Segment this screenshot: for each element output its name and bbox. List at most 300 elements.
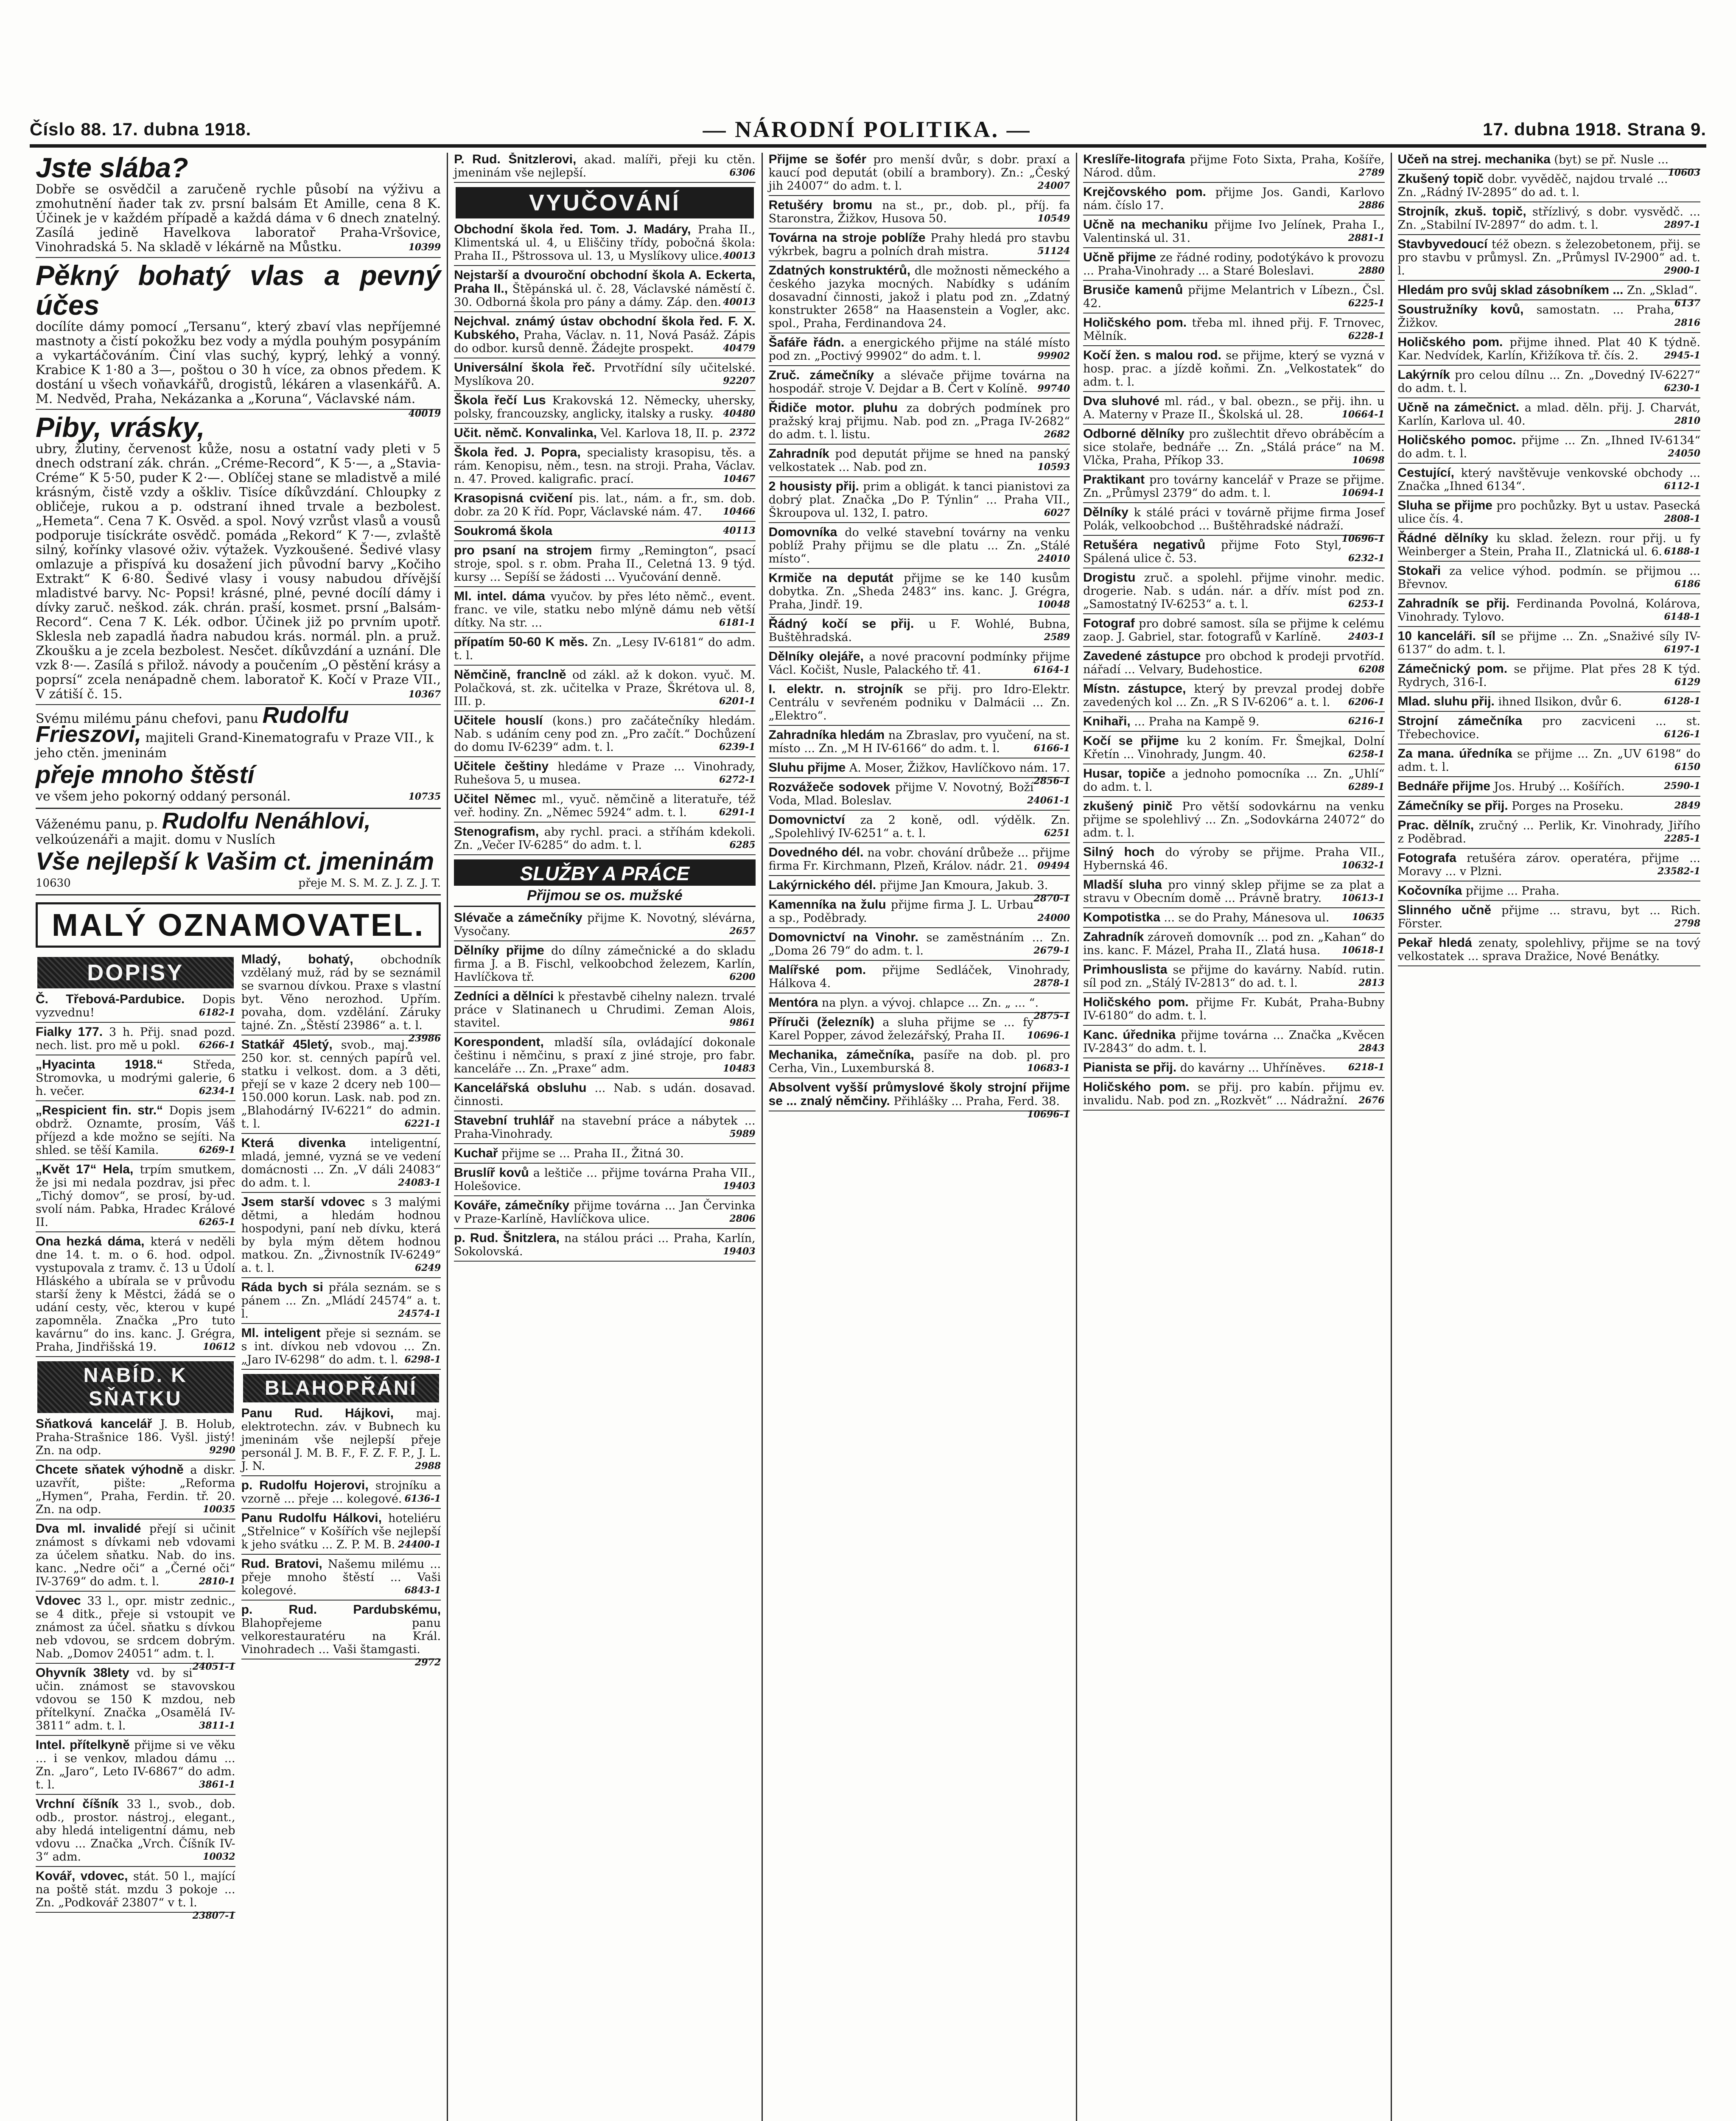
- ad-heading: Kancelářská obsluhu: [454, 1081, 587, 1095]
- ad-text: na stálou práci ... Praha, Karlín, Sokolovská.: [454, 1232, 756, 1258]
- ad-number: 23986: [408, 1033, 441, 1044]
- classified-ad: [241, 1407, 441, 1476]
- ad-heading: Zahradník: [768, 447, 829, 461]
- classified-ad: [1398, 851, 1700, 881]
- classified-ad: [769, 480, 1070, 523]
- ad-number: 24010: [1037, 553, 1070, 564]
- classified-ad: [769, 931, 1070, 961]
- ad-text: Dopis vyzvednu!: [36, 993, 235, 1019]
- ad-number: 51124: [1037, 246, 1070, 257]
- ad-number: 92207: [723, 375, 756, 386]
- classified-ad: [36, 1738, 235, 1795]
- ad-text: Našemu milému ... přeje mnoho štěstí ... Vaši kolegové.: [241, 1558, 441, 1597]
- classified-ad: [1083, 963, 1384, 993]
- classified-ad: [1398, 172, 1700, 202]
- classified-ad: [454, 223, 755, 266]
- ad-number: 2972: [414, 1657, 441, 1668]
- classified-ad: [1398, 819, 1700, 849]
- classified-ad: [1398, 238, 1700, 281]
- ad-number: 10735: [408, 791, 441, 802]
- ad-text: a diskr. uzavřít, pište: „Reforma „Hymen“, Praha, Ferdin. tř. 20. Zn. na odp.: [36, 1463, 235, 1516]
- ad-number: 6251: [1044, 828, 1070, 839]
- classified-ad: [36, 1869, 235, 1921]
- ad-heading: Obchodní škola řed. Tom. J. Madáry,: [454, 222, 691, 236]
- ad-number: 5989: [729, 1128, 756, 1139]
- ad-number: 6253-1: [1348, 599, 1385, 610]
- ad-heading: Hledám pro svůj sklad zásobníkem ...: [1397, 283, 1624, 297]
- ad-text: hoteliéru „Střelnice“ v Košířích vše nejlepší k jeho svátku ... Z. P. M. B.: [241, 1512, 441, 1551]
- classified-ad: [1083, 185, 1384, 215]
- ad-text: k stálé práci v továrně přijme firma Josef Polák, velkoobchod ... Buštěhradské nádraží.: [1083, 506, 1385, 532]
- classified-ad: [1398, 532, 1700, 562]
- ad-text: pasíře na dob. pl. pro Cerha, Vin., Luxemburská 8.: [768, 1049, 1070, 1075]
- classified-ad: [1083, 427, 1384, 470]
- section-title-maly-oznamovatel: MALÝ OZNAMOVATEL.: [36, 902, 441, 948]
- ad-number: 6218-1: [1348, 1062, 1385, 1073]
- ad-text: docílíte dámy pomocí „Tersanu“, který zbaví vlas nepříjemné mastnoty a čistí pokožku bez vody a mýdla pouhým posypáním a vykartáčováním. Činí vlas suchý, kyprý, lehký a vonný. Krabice K 1·80 a 3—, poštou o 30 h více, za obnos předem. K dostání u všech voňavkářů, drogistů, lékáren a vlasenkářů. A. M. Nedvěd, Praha, Nekázanka a „Koruna“, Václavské nám.: [36, 319, 441, 406]
- ad-text: Zn. „Lesy IV-6181“ do adm. t. l.: [454, 636, 756, 662]
- classified-ad: [454, 944, 755, 987]
- classified-ad: [769, 813, 1070, 843]
- subsection-prijmou-se-os-muzske: Přijmou se os. mužské: [454, 886, 755, 907]
- ad-number: 10696-1: [1027, 1109, 1070, 1120]
- ad-heading: Soustružníky kovů,: [1397, 302, 1524, 316]
- ad-text: pro obchod k prodeji prvotříd. nářadí ... Velvary, Budehostice.: [1083, 650, 1385, 676]
- ad-heading: Fotograf: [1083, 616, 1135, 630]
- classified-ad: [1398, 401, 1700, 431]
- ad-text: ubry, žlutiny, červenost kůže, nosu a ostatní vady pleti v 5 dnech odstraní zák. chrán. „Créme-Record“, K 5·—, a „Stavia-Créme“ K 5·50, puder K 2·—. Oblíčej stane se mladistvě a milé krásným, čistě vzdy a oškliv. Tisíce díkůvzdání. Chloupky z obličeje, rukou a p. odstraní ihned trvale a bezbolest. „Hemeta“. Cena 7 K. Osvěd. a spol. Nový vzrůst vlasů a vousů podporuje tisíckráte osvědč. pomáda „Rekord“ K 7·—, zvlaště silný, kořínky vlasové oživ. výtažek. Vyzkoušené. Šedivé vlasy omlazuje a přispívá ku dosažení jich původní barvy „Kočiho Extrakt“ K 6·80. Šedivé vlasy i vousy nabudou dřívější mladistvé barvy. Nc- Popsi! krásné, plné, pevné docílí dámy i dívky zaruč. neškod. zák. chrán. praší, kosmet. prsní „Balsám-Record“. Cena 7 K. Lék. odbor. Účinek již po prvním upotř. Sklesla neb zapadlá ňadra nabudou krás. normál. pln. a pruž. Zkoušku a je zcela bezbolest. Nesčet. díkůvzdání a uznání. Dle vzk 8·—. Zasílá s přilož. návody a poučením „O pěstění krásy a poprsí“ zcela nenápadně chem. laboratoř K. Kočí v Praze VII., V zátiší č. 15.: [36, 442, 441, 702]
- ad-text: k přestavbě cihelny nalezn. trvalé práce v Slatinanech u Chrudimi. Zeman Alois, stavitel.: [454, 990, 756, 1030]
- classified-ad: [1398, 936, 1700, 966]
- ad-number: 6186: [1674, 579, 1700, 590]
- ad-heading: Zdatných konstruktérů,: [768, 263, 911, 277]
- banner-nabidky-snatku: NABÍD. K SŇATKU: [37, 1361, 234, 1413]
- ad-number: 24574-1: [398, 1308, 441, 1319]
- ad-number: 23807-1: [192, 1910, 235, 1921]
- ad-text: Štěpánská ul. č. 28, Václavské náměstí č. 30. Odborná škola pro pány a dámy. Záp. den.: [454, 283, 756, 309]
- ad-text: za 2 koně, odl. výdělk. Zn. „Spolehlivý IV-6251“ a. t. l.: [768, 814, 1070, 840]
- ad-number: 6200: [729, 971, 756, 982]
- ad-number: 3811-1: [199, 1720, 235, 1731]
- ad-text: stát. 50 l., mající na poště stát. mzdu 3 pokoje ... Zn. „Podkovář 23807“ v t. l.: [36, 1870, 235, 1909]
- classified-ad: [1083, 349, 1384, 392]
- ad-number: 2875-1: [1033, 1010, 1070, 1021]
- ad-number: 40480: [723, 408, 756, 419]
- ad-text: ... se do Prahy, Mánesova ul.: [1164, 911, 1330, 924]
- ad-text: inteligentní, mladá, jemné, vyzná se ve vedení domácnosti ... Zn. „V dáli 24083“ do adm. t. l.: [241, 1137, 441, 1189]
- classified-ad: [454, 825, 755, 855]
- greeting-pre: Váženému panu, p.: [36, 817, 158, 832]
- ad-heading: Č. Třebová-Pardubice.: [36, 992, 185, 1006]
- ad-text: a slévače přijme továrna na hospodář. stroje V. Dejdar a B. Čert v Kolíně.: [768, 369, 1070, 395]
- ad-number: 2810: [1674, 415, 1700, 426]
- ad-number: 6201-1: [719, 696, 756, 707]
- ad-heading: P. Rud. Šnitzlerovi,: [454, 153, 577, 166]
- ad-text: zenaty, spolehlivy, přijme se na tový velkostatek ... sprava Dražice, Nové Benátky.: [1397, 937, 1700, 963]
- ad-text: se přijme ... Zn. „Snaživé síly IV-6137“ do adm. t. l.: [1397, 630, 1701, 656]
- ad-heading: Odborné dělníky: [1083, 427, 1184, 441]
- ad-heading: Mentóra: [768, 996, 818, 1010]
- ad-heading: Místn. zástupce,: [1083, 682, 1186, 696]
- ad-text: Jos. Hrubý ... Košířích.: [1494, 780, 1625, 793]
- ad-number: 6239-1: [719, 742, 756, 753]
- ad-heading: Holičského pom.: [1397, 335, 1503, 349]
- ad-heading: 10 kanceláři. síl: [1397, 629, 1496, 643]
- ad-heading: „Květ 17“ Hela,: [36, 1162, 134, 1176]
- ad-number: 10683-1: [1027, 1063, 1070, 1074]
- ad-heading: Škola řed. J. Popra,: [454, 445, 581, 459]
- ad-number: 10694-1: [1341, 487, 1385, 498]
- classified-ad: [769, 617, 1070, 647]
- ad-heading: Brusiče kamenů: [1083, 283, 1183, 297]
- ad-heading: Prac. dělník,: [1397, 818, 1474, 832]
- ad-number: 6258-1: [1348, 749, 1385, 760]
- ad-number: 40019: [408, 408, 441, 419]
- ad-heading: Mechanika, zámečníka,: [768, 1048, 914, 1062]
- ad-text: ze řádné rodiny, podotýkávo k provozu ... Praha-Vinohrady ... a Staré Boleslavi.: [1083, 251, 1385, 277]
- classified-ad: [36, 1104, 235, 1160]
- ad-number: 2816: [1674, 317, 1700, 328]
- ad-number: 10603: [1668, 167, 1700, 178]
- ad-number: 10635: [1352, 912, 1385, 923]
- ad-text: a sluha přijme se ... fy Karel Popper, závod železářský, Praha II.: [768, 1016, 1034, 1042]
- ad-heading: Pianista se přij.: [1083, 1060, 1177, 1074]
- ad-number: 6148-1: [1664, 611, 1700, 622]
- ad-heading: Kompotistka: [1083, 910, 1160, 924]
- ad-number: 2285-1: [1664, 833, 1700, 844]
- ad-number: 2590-1: [1664, 781, 1700, 792]
- ad-text: přijme se ... Praha II., Žitná 30.: [501, 1147, 684, 1160]
- ad-text: J. B. Holub, Praha-Strašnice 186. Vyšl. jistý! Zn. na odp.: [36, 1418, 235, 1457]
- ad-heading: Kamenníka na žulu: [768, 898, 886, 912]
- greeting-name: Rudolfu Nenáhlovi,: [162, 808, 371, 834]
- classified-ad: [454, 792, 755, 823]
- ad-number: 2988: [414, 1461, 441, 1472]
- columns: [30, 153, 1706, 2121]
- classified-ad: [36, 1797, 235, 1867]
- ad-heading: Holičského pom.: [1083, 1080, 1190, 1094]
- ad-number: 6269-1: [199, 1144, 235, 1156]
- ad-text: též obezn. s železobetonem, přij. se pro stavbu v průmysl. Zn. „Průmysl IV-2900“ ad. t. l.: [1397, 238, 1700, 277]
- ad-heading: Dělníky přijme: [454, 943, 544, 957]
- ad-text: specialisty krasopisu, těs. a rám. Kenopisu, něm., tesn. na stroji. Praha, Václav. n. 47. Proved. kaligrafic. prací.: [454, 446, 756, 486]
- ad-text: přijme ... Praha.: [1465, 884, 1560, 898]
- ad-heading: zkušený pinič: [1083, 799, 1173, 813]
- ad-heading: Řádné dělníky: [1397, 531, 1489, 545]
- ad-text: od zákl. až k dokon. vyuč. M. Polačková, st. zk. učitelka v Praze, Škrétova ul. 8, III. p.: [454, 669, 756, 708]
- ad-number: 09494: [1037, 860, 1070, 871]
- ad-heading: Holičského pomoc.: [1397, 433, 1516, 447]
- ad-heading: Mladý, bohatý,: [241, 952, 353, 966]
- small-column-right: [241, 953, 441, 1922]
- ad-text: ml. rád., v bal. obezn., se přij. ihn. u A. Materny v Praze II., Školská ul. 28.: [1083, 395, 1385, 421]
- ad-number: 6129: [1674, 677, 1700, 688]
- ad-heading: Učitel Němec: [454, 792, 536, 806]
- ad-text: se přijme. Plat přes 28 K týd. Rydrych, 316-I.: [1397, 663, 1700, 689]
- classified-ad: [36, 1463, 235, 1519]
- ad-number: 6164-1: [1033, 664, 1070, 675]
- ad-number: 2403-1: [1348, 631, 1385, 642]
- classified-ad: [1083, 316, 1384, 346]
- ad-number: 6166-1: [1033, 743, 1070, 754]
- ad-heading: Holičského pom.: [1083, 316, 1187, 330]
- ad-number: 24400-1: [398, 1539, 441, 1550]
- ad-number: 40013: [723, 297, 756, 308]
- ad-number: 6225-1: [1348, 298, 1385, 309]
- ad-text: samostatn. ... Praha, Žižkov.: [1397, 303, 1674, 330]
- classified-ad: [769, 1016, 1070, 1046]
- ad-number: 19403: [723, 1246, 756, 1257]
- classified-ad: [1398, 303, 1700, 333]
- ad-text: s 3 malými dětmi, a hledám hodnou hospodyni, paní neb dívku, která by byla mým dětem hodnou matkou. Zn. „Živnostník IV-6249“ a. t. l.: [241, 1196, 441, 1275]
- ad-text: pro celou dílnu ... Zn. „Dovedný IV-6227“ do adm. t. l.: [1397, 369, 1700, 395]
- ad-heading: Ml. inteligent: [241, 1326, 321, 1340]
- ad-text: Praha, Václav. n. 11, Nová Pasáž. Zápis do odbor. kursů denně. Žádejte prospekt.: [454, 329, 756, 355]
- ad-number: 10696-1: [1027, 1030, 1070, 1041]
- ad-text: hledáme v Praze ... Vinohrady, Ruhešova 5, u musea.: [454, 760, 756, 786]
- ad-heading: Učně přijme: [1083, 250, 1156, 264]
- ad-number: 6112-1: [1664, 481, 1700, 492]
- ad-number: 6137: [1674, 298, 1700, 309]
- classified-ad: [1398, 205, 1700, 235]
- classified-ad: [1083, 1080, 1384, 1111]
- classified-ad: [768, 1080, 1070, 1120]
- ad-number: 24051-1: [192, 1661, 235, 1672]
- classified-ad: [769, 153, 1070, 196]
- greeting-nenahlovi: [36, 808, 441, 895]
- ad-text: přijme si ve věku ... i se venkov, mladou dámu ... Zn. „Jaro“, Leto IV-6867“ do adm. t. l.: [36, 1739, 235, 1791]
- ad-heading: přípatím 50-60 K měs.: [454, 635, 588, 649]
- ad-heading: „Hyacinta 1918.“: [36, 1058, 163, 1072]
- ad-text: firmy „Remington“, psací stroje, spol. s r. obm. Praha II., Celetná 13. 9 týd. kursy ... Sepíší se žádosti ... Vyučování denně.: [454, 544, 756, 584]
- ad-heading: Mlad. sluhu přij.: [1397, 694, 1495, 708]
- ad-number: 6228-1: [1348, 330, 1385, 341]
- newspaper-title: — NÁRODNÍ POLITIKA. —: [703, 117, 1031, 142]
- ad-number: 24050: [1668, 448, 1700, 459]
- ad-text: na Zbraslav, pro vyučení, na st. místo ... Zn. „M H IV-6166“ do adm. t. l.: [768, 729, 1070, 755]
- ad-heading: Jsem starší vdovec: [241, 1195, 365, 1209]
- ad-text: a jednoho pomocníka ... Zn. „Uhlí“ do adm. t. l.: [1083, 767, 1385, 794]
- classified-ad: [1083, 715, 1384, 732]
- ad-text: Ferdinanda Povolná, Kolárova, Vinohrady. Tylovo.: [1397, 597, 1700, 624]
- ad-number: 2880: [1358, 265, 1385, 276]
- classified-ad: [454, 635, 755, 666]
- classified-ad: [768, 761, 1070, 786]
- ad-heading: Praktikant: [1083, 473, 1145, 487]
- ad-number: 2945-1: [1664, 350, 1700, 361]
- ad-heading: Kanc. úřednika: [1083, 1028, 1176, 1042]
- ad-heading: Rozvážeče sodovek: [768, 780, 890, 794]
- classified-ad: [454, 269, 755, 312]
- ad-text: přeje si seznám. se s int. dívkou neb vdovou ... Zn. „Jaro IV-6298“ do adm. t. l.: [241, 1327, 441, 1366]
- ad-heading: Bednáře přijme: [1397, 779, 1490, 793]
- ad-number: 10035: [203, 1504, 235, 1515]
- ad-heading: Pekař hledá: [1397, 936, 1472, 950]
- banner-dopisy: DOPISY: [37, 957, 234, 988]
- classified-ad: [241, 952, 441, 1044]
- ad-number: 2798: [1674, 918, 1700, 929]
- ad-heading: Učně na mechaniku: [1083, 218, 1208, 232]
- ad-heading: Ráda bych si: [241, 1280, 323, 1294]
- ad-number: 99740: [1037, 383, 1070, 394]
- ad-text: přijme Melantrich v Líbezn., Čsl. 42.: [1083, 284, 1385, 310]
- ad-heading: Krejčovského pom.: [1083, 185, 1206, 199]
- greeting-signature: [36, 876, 441, 891]
- classified-ad: [769, 231, 1070, 261]
- ad-heading: Zruč. zámečníky: [768, 368, 874, 382]
- ad-number: 6150: [1674, 761, 1700, 772]
- ad-text: přála seznám. se s pánem ... Zn. „Mládí 24574“ a. t. l.: [241, 1281, 441, 1321]
- ad-heading: Husar, topiče: [1083, 767, 1166, 781]
- classified-ad: [454, 714, 755, 757]
- classified-ad: [1083, 153, 1384, 183]
- ad-text: Dopis jsem obdrž. Oznamte, prosím, Váš příjezd a kde možno se sejíti. Na shled. se těší Kamila.: [36, 1104, 235, 1157]
- greeting-signature-text: přeje M. S. M. Z. J. Z. J. T.: [298, 877, 441, 890]
- classified-ad: [1398, 662, 1700, 692]
- classified-ad: [1083, 571, 1384, 614]
- ad-text: svob., maj. 250 kor. st. cenných papírů vel. statku i velkost. dom. a 3 děti, přejí se v kaze 2 dcery neb 100—150.000 korun. Lask. nab. pod zn. „Blahodárný IV-6221“ do admin. t. l.: [241, 1038, 441, 1130]
- ad-number: 40013: [723, 250, 756, 261]
- greeting-wish: přeje mnoho štěstí: [36, 761, 255, 789]
- ad-text: maj. elektrotechn. záv. v Bubnech ku jmeninám vše nejlepší přeje personál J. M. B. F., F. Z. F. P., J. L. J. N.: [241, 1407, 441, 1473]
- ad-text: do kavárny ... Uhříněves.: [1180, 1061, 1326, 1074]
- ad-number: 6181-1: [719, 617, 756, 628]
- ad-text: která v neděli dne 14. t. m. o 6. hod. odpol. vystupovala z tramv. č. 13 u Údolí Hláského a ubírala se v průvodu starší ženy k Městci, žádá se o udání cesty, věc, kterou v kupé zapomněla. Značka „Pro tuto kavárnu“ do ins. kanc. J. Grégra, Praha, Jindřišská 19.: [36, 1235, 235, 1354]
- ad-heading: I. elektr. n. strojník: [768, 682, 903, 696]
- ad-text: ... Nab. s udán. dosavad. činnosti.: [454, 1082, 756, 1108]
- classified-ad: [241, 1136, 441, 1193]
- ad-text: akad. malíři, přeji ku ctěn. jmeninám vše nejlepší.: [454, 153, 756, 179]
- ad-text: do velké stavební továrny na venku poblíž Prahy přijmu se dle platu ... Zn. „Stálé místo“.: [768, 526, 1070, 565]
- ad-number: 6291-1: [719, 807, 756, 818]
- ad-heading: Továrna na stroje poblíže: [768, 231, 926, 245]
- ad-text: na plyn. a vývoj. chlapce ... Zn. „ ... “.: [821, 996, 1039, 1010]
- greeting-mid: majiteli Grand-Kinematografu v Praze VII., k jeho ctěn. jmeninám: [36, 730, 434, 761]
- ad-heading: Drogistu: [1083, 571, 1136, 585]
- ad-text: ku sklad. železn. rour přij. u fy Weinberger a Stein, Praha II., Zlatnická ul. 6.: [1397, 532, 1700, 558]
- ad-heading: Zavedené zástupce: [1083, 649, 1201, 663]
- ad-text: strojníku a vzorně ... přeje ... kolegové.: [241, 1479, 441, 1505]
- ad-text: Zn. „Sklad“.: [1627, 284, 1698, 297]
- ad-text: ... Praha na Kampě 9.: [1134, 715, 1260, 728]
- ad-heading: Slévače a zámečníky: [454, 911, 582, 925]
- ad-heading: Malířské pom.: [768, 963, 866, 977]
- ad-text: vd. by si učin. známost se stavovskou vdovou se 150 K mzdou, neb přítelkyní. Značka „Osamělá IV-3811“ adm. t. l.: [36, 1667, 235, 1732]
- classified-ad: [769, 401, 1070, 445]
- ad-text: pro vinný sklep přijme se za plat a stravu v Obecním domě ... Právně bratry.: [1083, 879, 1385, 905]
- ad-text: pro pochůzky. Byt u ustav. Pasecká ulice čís. 4.: [1397, 499, 1700, 526]
- ad-text: a nové pracovní podmínky přijme Václ. Kočišt, Nusle, Palackého tř. 41.: [768, 650, 1070, 677]
- classified-ad: [1398, 336, 1700, 366]
- classified-ad: [1398, 499, 1700, 529]
- ad-text: Prvotřídní síly učitelské. Myslíkova 20.: [454, 361, 756, 388]
- ad-heading: Sluhu přijme: [768, 761, 846, 775]
- ad-text: přijme továrna ... Značka „Kvěcen IV-2843“ do adm. t. l.: [1083, 1029, 1385, 1055]
- ad-heading: Slinného učně: [1397, 903, 1492, 917]
- ad-number: 40479: [723, 343, 756, 354]
- ad-heading: Pěkný bohatý vlas a pevný účes: [36, 260, 441, 321]
- masthead: [30, 115, 1706, 148]
- ad-heading: Šafáře řádn.: [768, 336, 845, 350]
- classified-ad: [1398, 747, 1700, 777]
- ad-heading: Universální škola řeč.: [454, 361, 595, 375]
- ad-heading: Panu Rud. Hájkovi,: [241, 1406, 394, 1420]
- classified-ad: [1083, 1061, 1384, 1078]
- ad-heading: Fotografa: [1397, 851, 1456, 865]
- ad-text: se přijme do kavárny. Nabíd. rutin. síl pod zn. „Stálý IV-2813“ do ad. t. l.: [1083, 963, 1385, 990]
- greeting-mid: velkoúzenáři a majit. domu v Nuslích: [36, 832, 276, 847]
- classified-ad: [454, 153, 755, 183]
- classified-ad: [241, 1479, 441, 1509]
- ad-text: Krakovská 12. Německy, uhersky, polsky, francouzsky, anglicky, italsky a rusky.: [454, 394, 756, 420]
- ad-text: přijme Sedláček, Vinohrady, Hálkova 4.: [768, 964, 1070, 990]
- classified-ad: [769, 571, 1070, 615]
- classified-ad: [1083, 767, 1384, 797]
- classified-ad: [36, 1058, 235, 1101]
- ad-heading: Statkář 45letý,: [241, 1038, 333, 1052]
- ad-heading: Stokaři: [1397, 564, 1441, 578]
- classified-ad: [241, 1195, 441, 1278]
- classified-ad: [1083, 845, 1384, 876]
- ad-heading: Nejchval. známý ústav obchodní škola řed. F. X. Kubského,: [454, 314, 756, 342]
- ad-number: 2808-1: [1664, 513, 1700, 524]
- greeting-post: ve všem jeho pokorný oddaný personál.: [36, 789, 291, 804]
- ad-heading: Knihaři,: [1083, 714, 1131, 728]
- ad-heading: Holičského pom.: [1083, 995, 1189, 1009]
- ad-heading: Kočovníka: [1397, 884, 1462, 898]
- ad-text: 33 l., opr. mistr zednic., se 4 ditk., přeje si vstoupit ve známost za účel. sňatku s dívkou neb vdovou, se srdcem dobrým. Nab. „Domov 24051“ adm. t. l.: [36, 1595, 235, 1660]
- ad-heading: Strojní zámečníka: [1397, 714, 1523, 728]
- classified-ad: [769, 336, 1070, 366]
- classified-ad: [36, 1522, 235, 1592]
- ad-heading: Kočí se přijme: [1083, 734, 1179, 748]
- section-sluzby-a-prace: SLUŽBY A PRÁCE: [454, 859, 755, 886]
- ad-text: zručný ... Perlik, Kr. Vinohrady, Jiřího z Poděbrad.: [1397, 819, 1700, 845]
- ad-number: 23582-1: [1658, 866, 1700, 877]
- ad-number: 6230-1: [1664, 383, 1700, 394]
- ad-heading: Zahradník: [1083, 930, 1144, 944]
- ad-text: na st., pr., dob. pl., příj. fa Staronstra, Žižkov, Husova 50.: [768, 199, 1070, 225]
- ad-text: prim a obligát. k tanci pianistovi za dobrý plat. Značka „Do P. Týnlin“ ... Praha VII., Škroupova ul. 132, I. patro.: [768, 480, 1070, 520]
- ad-text: a mlad. děln. přij. J. Charvát, Karlín, Karlova ul. 40.: [1397, 401, 1700, 428]
- ad-heading: Panu Rudolfu Hálkovi,: [241, 1511, 382, 1525]
- column-5: [1392, 153, 1706, 2121]
- classified-ad: [1083, 800, 1384, 843]
- ad-heading: Chcete sňatek výhodně: [36, 1463, 184, 1477]
- ad-number: 6289-1: [1348, 781, 1385, 792]
- classified-ad: [454, 760, 755, 790]
- ad-number: 2849: [1674, 800, 1700, 811]
- ad-text: na vobr. chování drůbeže ... přijme firma Fr. Kirchmann, Plzeň, Králov. nádr. 21.: [768, 846, 1070, 873]
- ad-heading: Retušéra negativů: [1083, 538, 1206, 552]
- ad-heading: Stavbyvedoucí: [1397, 237, 1488, 251]
- ad-text: (byt) se př. Nusle ...: [1554, 153, 1669, 166]
- ad-heading: Kováře, zámečníky: [454, 1198, 570, 1212]
- ad-text: zruč. a spolehl. přijme vinohr. medic. drogerie. Nab. s udán. nár. a dřív. míst pod zn. „Samostatný IV-6253“ a. t. l.: [1083, 571, 1385, 611]
- ad-heading: Domovnictví na Vinohr.: [768, 930, 918, 944]
- classified-ad: [241, 1326, 441, 1370]
- ad-number: 2856-1: [1033, 775, 1070, 786]
- classified-ad: [769, 199, 1070, 229]
- classified-ad: [1083, 649, 1384, 680]
- ad-text: ku 2 koním. Fr. Šmejkal, Dolní Křetín ... Vinohrady, Jungm. 40.: [1083, 735, 1385, 761]
- ad-number: 6306: [729, 167, 756, 178]
- ad-text: přijme továrna ... Jan Červinka v Praze-Karlíně, Havlíčkova ulice.: [454, 1199, 756, 1226]
- ad-number: 2897-1: [1664, 219, 1700, 230]
- classified-ad: [454, 911, 755, 941]
- classified-ad: [36, 412, 441, 705]
- ad-heading: Dělníky: [1083, 505, 1128, 519]
